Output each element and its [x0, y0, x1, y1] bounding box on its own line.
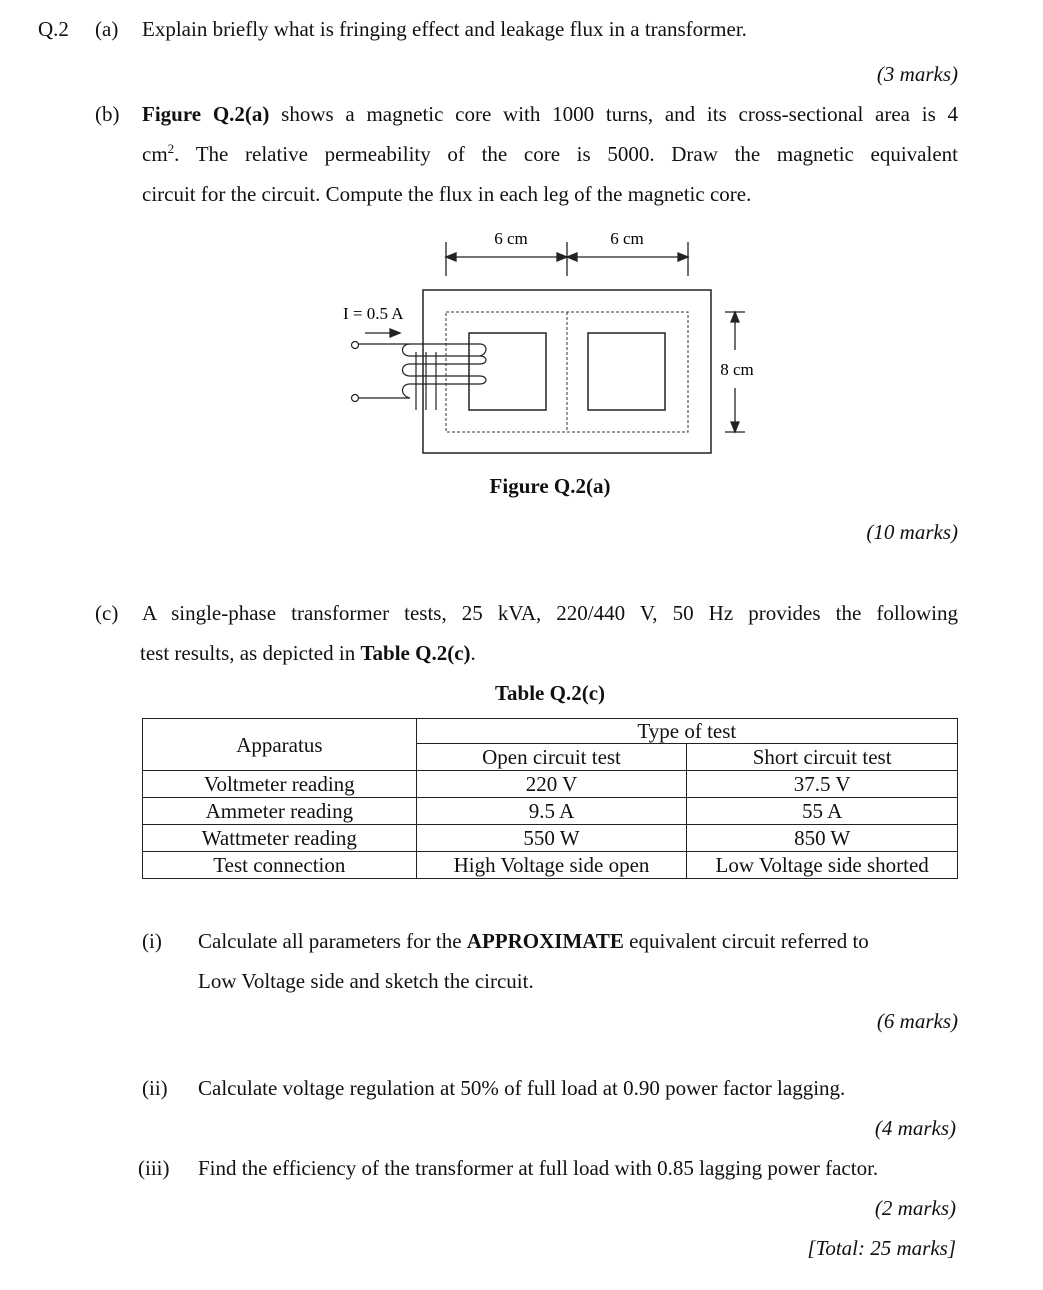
current-label: I = 0.5 A	[343, 304, 404, 323]
test-results-table	[142, 718, 958, 879]
dim-height-label: 8 cm	[720, 360, 754, 379]
table-row	[143, 771, 958, 798]
part-a-text: Explain briefly what is fringing effect and leakage flux in a transformer.	[142, 17, 747, 41]
cell-apparatus: Ammeter reading	[143, 798, 417, 825]
table-row	[143, 852, 958, 879]
sub-iii-text: Find the efficiency of the transformer at full load with 0.85 lagging power factor.	[198, 1156, 879, 1180]
cell-sc: 850 W	[687, 825, 958, 852]
table-ref: Table Q.2(c)	[360, 641, 471, 665]
sub-iii-marks: (2 marks)	[874, 1196, 956, 1220]
current-arrow	[365, 329, 400, 337]
cell-sc: Low Voltage side shorted	[687, 852, 958, 879]
figure-caption: Figure Q.2(a)	[489, 474, 611, 498]
table-title: Table Q.2(c)	[494, 681, 606, 705]
terminal-top	[352, 342, 359, 349]
cell-oc: 220 V	[416, 771, 687, 798]
sub-ii-marks: (4 marks)	[874, 1116, 956, 1140]
part-b-label: (b)	[95, 102, 120, 126]
coil-winding	[355, 344, 486, 410]
part-b-line1	[142, 102, 958, 126]
cell-oc: 9.5 A	[416, 798, 687, 825]
header-type-of-test: Type of test	[416, 719, 957, 744]
sub-ii-text: Calculate voltage regulation at 50% of full load at 0.90 power factor lagging.	[198, 1076, 846, 1100]
table-row	[143, 798, 958, 825]
part-a-marks: (3 marks)	[876, 62, 958, 86]
header-short-circuit: Short circuit test	[687, 744, 958, 771]
cell-apparatus: Wattmeter reading	[143, 825, 417, 852]
header-apparatus: Apparatus	[143, 719, 417, 771]
cell-sc: 37.5 V	[687, 771, 958, 798]
dim-right-label: 6 cm	[610, 229, 644, 248]
cell-apparatus: Voltmeter reading	[143, 771, 417, 798]
table-header-row-1	[143, 719, 958, 744]
sub-iii-label: (iii)	[138, 1156, 170, 1180]
part-c-label: (c)	[95, 601, 119, 625]
cell-oc: High Voltage side open	[416, 852, 687, 879]
area-unit: cm	[142, 142, 168, 166]
area-unit-sup: 2	[167, 141, 175, 156]
terminal-bottom	[352, 395, 359, 402]
part-b-line2-rest: . The relative permeability of the core is 5000. Draw the magnetic equivalent	[174, 142, 958, 166]
total-marks: [Total: 25 marks]	[807, 1236, 956, 1260]
sub-i-line2: Low Voltage side and sketch the circuit.	[198, 969, 534, 993]
sub-i-line1-pre: Calculate all parameters for the	[198, 929, 467, 953]
sub-i-line1	[198, 929, 869, 953]
part-b-line2	[142, 142, 958, 166]
part-c-line2-post: .	[470, 641, 476, 665]
mean-path	[446, 312, 688, 432]
sub-i-bold: APPROXIMATE	[466, 929, 624, 953]
part-b-line3: circuit for the circuit. Compute the flux in each leg of the magnetic core.	[142, 182, 752, 206]
part-b-line1-rest: shows a magnetic core with 1000 turns, and its cross-sectional area is 4	[269, 102, 958, 126]
sub-i-line1-post: equivalent circuit referred to	[623, 929, 869, 953]
sub-i-marks: (6 marks)	[876, 1009, 958, 1033]
question-number: Q.2	[38, 17, 69, 41]
cell-sc: 55 A	[687, 798, 958, 825]
dim-left-label: 6 cm	[494, 229, 528, 248]
core-window-right	[588, 333, 665, 410]
sub-ii-label: (ii)	[142, 1076, 168, 1100]
part-c-line1: A single-phase transformer tests, 25 kVA, 220/440 V, 50 Hz provides the following	[142, 601, 958, 625]
cell-apparatus: Test connection	[143, 852, 417, 879]
sub-i-label: (i)	[142, 929, 162, 953]
part-b-marks: (10 marks)	[866, 520, 958, 544]
magnetic-core-figure	[330, 220, 770, 470]
header-open-circuit: Open circuit test	[416, 744, 687, 771]
part-c-line2-pre: test results, as depicted in	[140, 641, 361, 665]
cell-oc: 550 W	[416, 825, 687, 852]
table-row	[143, 825, 958, 852]
part-c-line2	[140, 641, 476, 665]
part-a-label: (a)	[95, 17, 119, 41]
figure-ref: Figure Q.2(a)	[142, 102, 270, 126]
horizontal-dimension	[446, 242, 688, 276]
